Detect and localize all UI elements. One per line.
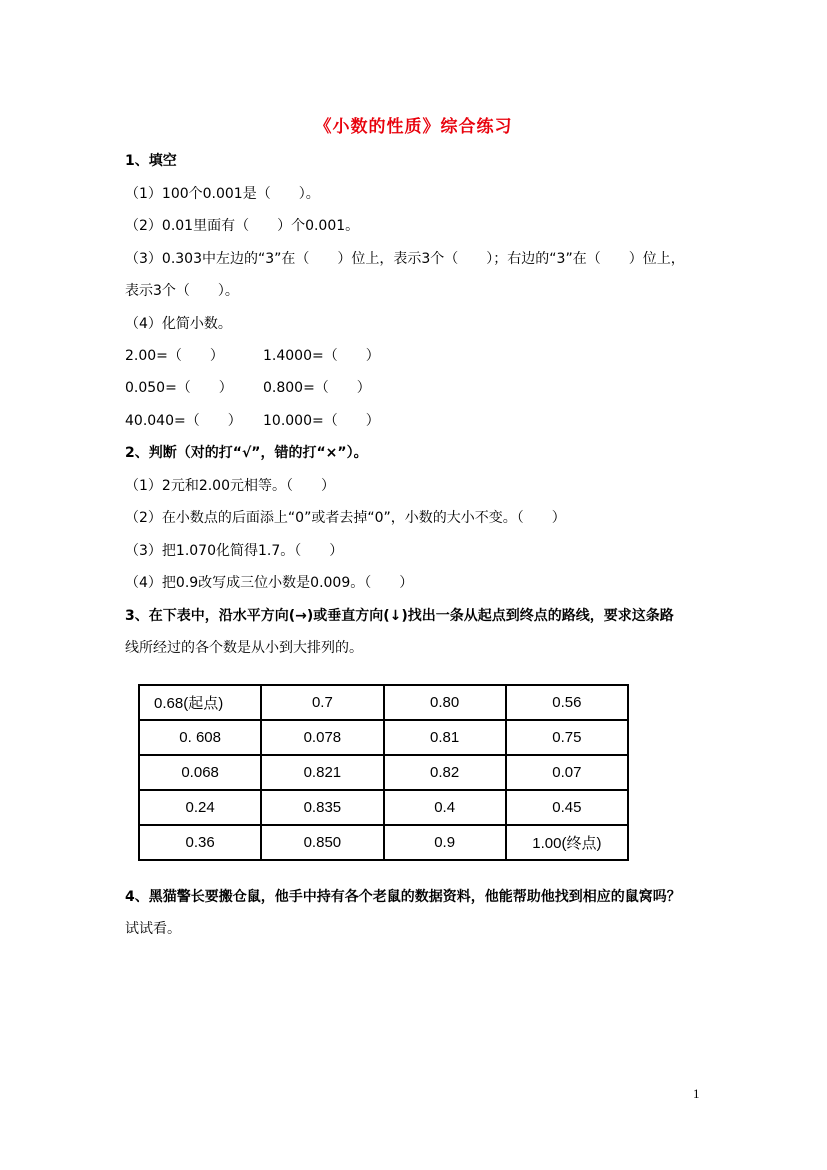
fill-question-4: （4）化简小数。	[125, 316, 232, 332]
judge-item-2: （2）在小数点的后面添上“0”或者去掉“0”，小数的大小不变。（ ）	[125, 510, 566, 526]
table-cell: 0.821	[261, 755, 383, 790]
simplify-item: 1.4000=（ ）	[263, 348, 380, 364]
page-number: 1	[693, 1086, 700, 1101]
table-cell: 0. 608	[139, 720, 261, 755]
judge-item-3: （3）把1.070化简得1.7。（ ）	[125, 543, 344, 559]
page-title: 《小数的性质》综合练习	[314, 117, 513, 137]
table-cell: 0.078	[261, 720, 383, 755]
section1-heading: 1、填空	[125, 153, 177, 169]
fill-question-3-line2: 表示3个（ ）。	[125, 283, 239, 299]
table-cell: 0.80	[384, 685, 506, 720]
table-cell: 0.835	[261, 790, 383, 825]
section4-line1: 4、黑猫警长要搬仓鼠，他手中持有各个老鼠的数据资料，他能帮助他找到相应的鼠窝吗？	[125, 889, 681, 905]
table-cell: 0.850	[261, 825, 383, 860]
judge-item-1: （1）2元和2.00元相等。（ ）	[125, 478, 335, 494]
simplify-item: 40.040=（ ）	[125, 413, 242, 429]
judge-item-4: （4）把0.9改写成三位小数是0.009。（ ）	[125, 575, 414, 591]
fill-question-2: （2）0.01里面有（ ）个0.001。	[125, 218, 360, 234]
table-cell: 0.81	[384, 720, 506, 755]
table-row	[139, 685, 628, 720]
table-row	[139, 790, 628, 825]
table-cell: 0.4	[384, 790, 506, 825]
section2-heading: 2、判断（对的打“√”，错的打“×”）。	[125, 445, 368, 461]
table-cell: 0.24	[139, 790, 261, 825]
section4-line2: 试试看。	[125, 921, 181, 937]
table-cell: 0.068	[139, 755, 261, 790]
table-cell: 0.45	[506, 790, 628, 825]
table-cell: 0.56	[506, 685, 628, 720]
table-cell: 0.9	[384, 825, 506, 860]
simplify-item: 10.000=（ ）	[263, 413, 380, 429]
table-row	[139, 720, 628, 755]
table-row	[139, 825, 628, 860]
section3-line1: 3、在下表中，沿水平方向(→)或垂直方向(↓)找出一条从起点到终点的路线，要求这条路	[125, 608, 674, 624]
table-cell: 0.75	[506, 720, 628, 755]
simplify-item: 2.00=（ ）	[125, 348, 224, 364]
table-cell: 0.36	[139, 825, 261, 860]
table-row	[139, 755, 628, 790]
fill-question-3-line1: （3）0.303中左边的“3”在（ ）位上，表示3个（ ）；右边的“3”在（ ）位上，	[125, 251, 685, 267]
table-cell-start: 0.68(起点)	[139, 685, 261, 720]
simplify-item: 0.800=（ ）	[263, 380, 371, 396]
table-cell: 0.07	[506, 755, 628, 790]
table-cell-end: 1.00(终点)	[506, 825, 628, 860]
simplify-item: 0.050=（ ）	[125, 380, 233, 396]
fill-question-1: （1）100个0.001是（ ）。	[125, 186, 320, 202]
table-cell: 0.7	[261, 685, 383, 720]
table-cell: 0.82	[384, 755, 506, 790]
section3-line2: 线所经过的各个数是从小到大排列的。	[125, 640, 363, 656]
route-table	[138, 684, 629, 861]
